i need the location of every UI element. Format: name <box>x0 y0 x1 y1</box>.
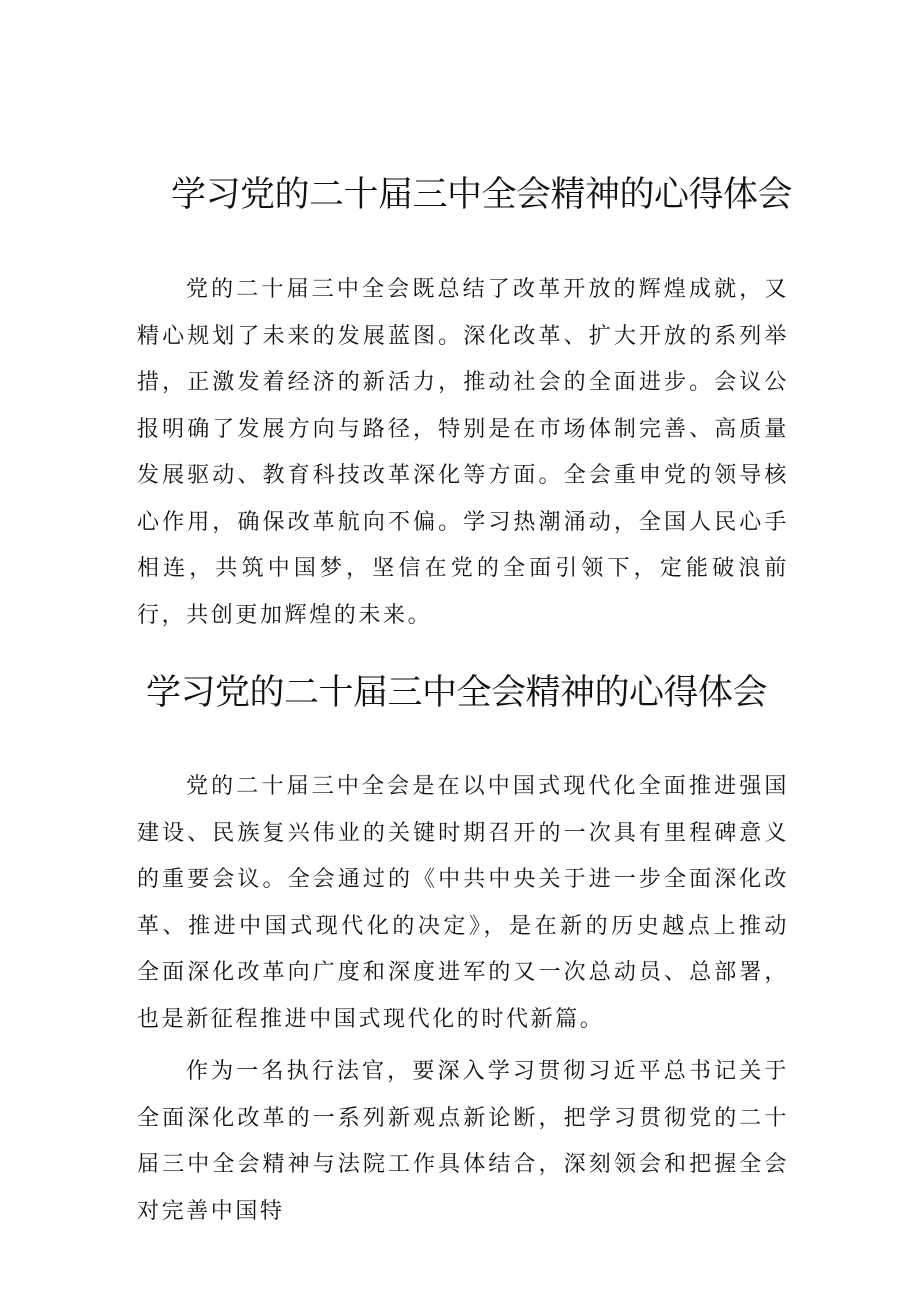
section-1-title: 学习党的二十届三中全会精神的心得体会 <box>171 175 793 215</box>
section-1-paragraph-1: 党的二十届三中全会既总结了改革开放的辉煌成就，又精心规划了未来的发展蓝图。深化改革、扩大开放的系列举措，正激发着经济的新活力，推动社会的全面进步。会议公报明确了发展方向与路径，特别是在市场体制完善、高质量发展驱动、教育科技改革深化等方面。全会重申党的领导核心作用，确保改革航向不偏。学习热潮涌动，全国人民心手相连，共筑中国梦，坚信在党的全面引领下，定能破浪前行，共创更加辉煌的未来。 <box>137 277 789 628</box>
section-2-title: 学习党的二十届三中全会精神的心得体会 <box>146 673 768 713</box>
section-2-paragraph-1: 党的二十届三中全会是在以中国式现代化全面推进强国建设、民族复兴伟业的关键时期召开的一次具有里程碑意义的重要会议。全会通过的《中共中央关于进一步全面深化改革、推进中国式现代化的决定》，是在新的历史越点上推动全面深化改革向广度和深度进军的又一次总动员、总部署，也是新征程推进中国式现代化的时代新篇。 <box>137 774 789 1032</box>
section-2-paragraph-2: 作为一名执行法官，要深入学习贯彻习近平总书记关于全面深化改革的一系列新观点新论断，把学习贯彻党的二十届三中全会精神与法院工作具体结合，深刻领会和把握全会对完善中国特 <box>137 1059 789 1224</box>
